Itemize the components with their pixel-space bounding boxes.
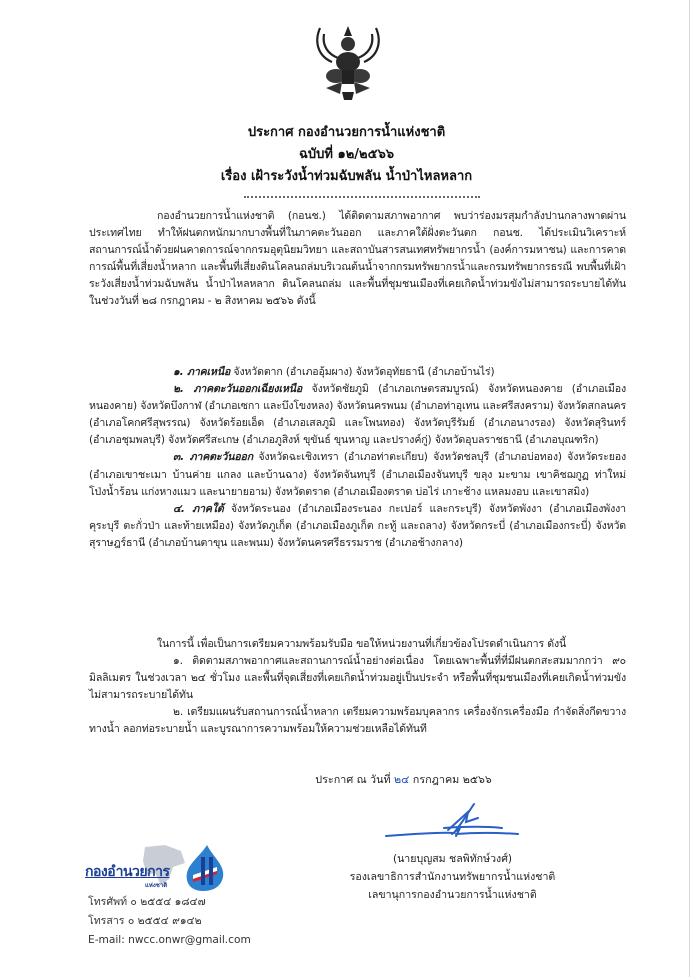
signer-position: เลขานุการกองอำนวยการน้ำแห่งชาติ (368, 889, 537, 901)
actions-intro: ในการนี้ เพื่อเป็นการเตรียมความพร้อมรับมือ ขอให้หน่วยงานที่เกี่ยวข้องโปรดดำเนินการ ดังนี้ (157, 638, 567, 650)
logo-subtext: แห่งชาติ (145, 882, 168, 889)
dotted-divider (244, 196, 480, 198)
sign-date-prefix: ประกาศ ณ วันที่ (315, 773, 395, 786)
region-label: ๑. ภาคเหนือ (173, 366, 231, 378)
contact-fax: โทรสาร ๐ ๒๕๕๔ ๙๑๔๒ (88, 915, 202, 927)
regions-section (89, 364, 626, 552)
region-item (89, 364, 626, 381)
signer-position: รองเลขาธิการสำนักงานทรัพยากรน้ำแห่งชาติ (349, 871, 556, 883)
action-item: ๒. เตรียมแผนรับสถานการณ์น้ำหลาก เตรียมความพร้อมบุคลากร เครื่องจักรเครื่องมือ กำจัดสิ่งกีดขวางทางน้ำ ลอกท่อระบายน้ำ และบูรณาการความพร้อมให้ความช่วยเหลือได้ทันที (89, 706, 626, 736)
garuda-emblem-icon (312, 22, 384, 102)
sign-date-suffix: กรกฎาคม ๒๕๖๖ (409, 773, 492, 786)
region-label: ๔. ภาคใต้ (173, 502, 224, 515)
region-text: จังหวัดระนอง (อำเภอเมืองระนอง กะเปอร์ และกระบุรี) จังหวัดพังงา (อำเภอเมืองพังงา คุระบุรี ตะกั่วป่า และท้ายเหมือง) จังหวัดภูเก็ต (อำเภอเมืองภูเก็ต กะทู้ และถลาง) จังหวัดกระบี่ (อำเภอเมืองกระบี่) จังหวัดสุราษฎร์ธานี (อำเภอบ้านตาขุน และพนม) จังหวัดนครศรีธรรมราช (อำเภอช้างกลาง) (89, 502, 626, 549)
intro-paragraph: กองอำนวยการน้ำแห่งชาติ (กอนช.) ได้ติดตามสภาพอากาศ พบว่าร่องมรสุมกำลังปานกลางพาดผ่านประเทศไทย ทำให้ฝนตกหนักมากบางพื้นที่ในภาคตะวันออก และภาคใต้ฝั่งตะวันตก กอนช. ได้ประเมินวิเคราะห์สถานการณ์น้ำด้วยฝนคาดการณ์จากกรมอุตุนิยมวิทยา และสถาบันสารสนเทศทรัพยากรน้ำ (องค์การมหาชน) และการคาดการณ์พื้นที่เสี่ยงน้ำหลาก และพื้นที่เสี่ยงดินโคลนถล่มบริเวณต้นน้ำจากกรมทรัพยากรน้ำและกรมทรัพยากรธรณี พบพื้นที่เฝ้าระวังเสี่ยงน้ำท่วมฉับพลัน น้ำป่าไหลหลาก ดินโคลนถล่ม และพื้นที่ชุมชนเมืองที่เคยเกิดน้ำท่วมขังไม่สามารถระบายได้ทัน ในช่วงวันที่ ๒๘ กรกฎาคม - ๒ สิงหาคม ๒๕๖๖ ดังนี้ (89, 210, 626, 308)
region-text: จังหวัดชัยภูมิ (อำเภอเกษตรสมบูรณ์) จังหวัดหนองคาย (อำเภอเมืองหนองคาย) จังหวัดบึงกาฬ (อำเภอเซกา และบึงโขงหลง) จังหวัดนครพนม (อำเภอท่าอุเทน และศรีสงคราม) จังหวัดสกลนคร (อำเภอโคกศรีสุพรรณ) จังหวัดร้อยเอ็ด (อำเภอเสลภูมิ และโพนทอง) จังหวัดบุรีรัมย์ (อำเภอนางรอง) จังหวัดสุรินทร์ (อำเภอชุมพลบุรี) จังหวัดศรีสะเกษ (อำเภอภูสิงห์ ขุขันธ์ ขุนหาญ และปรางค์กู่) จังหวัดอุบลราชธานี (อำเภอบุณฑริก) (89, 383, 626, 447)
region-label: ๓. ภาคตะวันออก (173, 451, 254, 464)
announcement-header (0, 122, 693, 188)
actions-section (89, 636, 626, 739)
contact-email[interactable]: E-mail: nwcc.onwr@gmail.com (88, 934, 251, 946)
region-label: ๒. ภาคตะวันออกเฉียงเหนือ (173, 383, 303, 396)
region-text: จังหวัดฉะเชิงเทรา (อำเภอท่าตะเกียบ) จังหวัดชลบุรี (อำเภอบ่อทอง) จังหวัดระยอง (อำเภอเขาชะเมา บ้านค่าย แกลง และบ้านฉาง) จังหวัดจันทบุรี (อำเภอเมืองจันทบุรี ขลุง มะขาม เขาคิชฌกูฏ ท่าใหม่ โป่งน้ำร้อน แก่งหางแมว และนายายอาม) จังหวัดตราด (อำเภอเมืองตราด บ่อไร่ เกาะช้าง แหลมงอบ และเขาสมิง) (89, 451, 626, 498)
sign-date (0, 771, 693, 788)
announcement-subject: เรื่อง เฝ้าระวังน้ำท่วมฉับพลัน น้ำป่าไหลหลาก (220, 169, 473, 184)
contact-phone: โทรศัพท์ ๐ ๒๕๕๔ ๑๘๔๗ (88, 896, 206, 908)
signer-name: (นายบุญสม ชลพิทักษ์วงศ์) (392, 853, 513, 865)
region-item (89, 501, 626, 552)
logo-text: กองอำนวยการ (85, 864, 170, 880)
region-item (89, 449, 626, 500)
water-drop-logo-icon (183, 845, 225, 891)
nwcc-logo (85, 845, 230, 893)
signature-icon (382, 800, 522, 842)
sign-date-day: ๒๔ (394, 773, 410, 786)
region-text: จังหวัดตาก (อำเภออุ้มผาง) จังหวัดอุทัยธานี (อำเภอบ้านไร่) (230, 366, 495, 378)
announcement-number: ฉบับที่ ๑๒/๒๕๖๖ (299, 147, 394, 162)
region-item (89, 381, 626, 449)
intro-section (89, 208, 626, 311)
contact-block (88, 893, 251, 950)
announcement-title: ประกาศ กองอำนวยการน้ำแห่งชาติ (247, 125, 446, 140)
action-item: ๑. ติดตามสภาพอากาศและสถานการณ์น้ำอย่างต่อเนื่อง โดยเฉพาะพื้นที่ที่มีฝนตกสะสมมากกว่า ๙๐ มิลลิเมตร ในช่วงเวลา ๒๔ ชั่วโมง และพื้นที่จุดเสี่ยงที่เคยเกิดน้ำท่วมอยู่เป็นประจำ หรือพื้นที่ชุมชนเมืองที่เคยเกิดน้ำท่วมขังไม่สามารถระบายได้ทัน (89, 655, 626, 702)
